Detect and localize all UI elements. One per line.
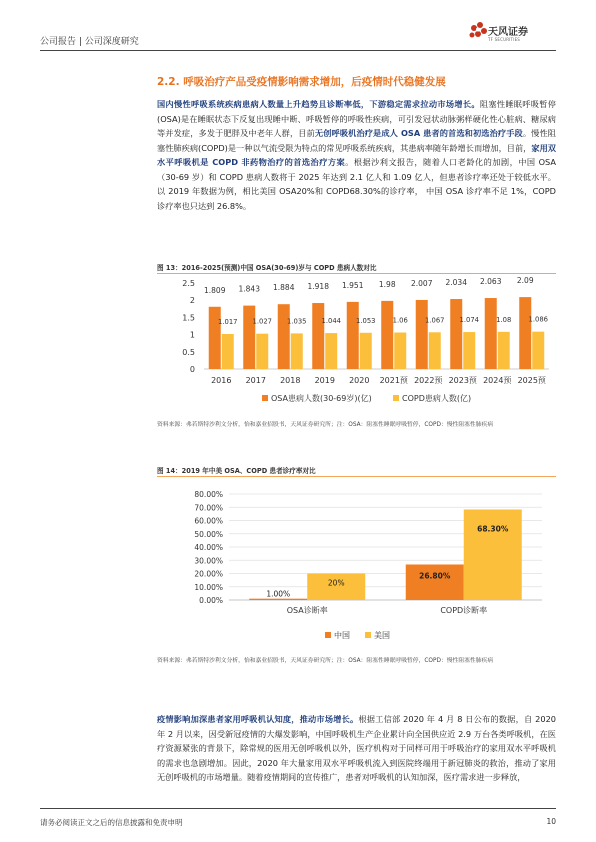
bar-copd xyxy=(222,334,234,369)
bar-osa xyxy=(485,298,497,369)
y-tick-label: 2 xyxy=(189,296,195,306)
legend-label: 美国 xyxy=(374,631,390,640)
legend-swatch xyxy=(365,632,371,638)
para1-lead: 国内慢性呼吸系统疾病患病人数量上升趋势且诊断率低，下游稳定需求拉动市场增长。 xyxy=(157,99,480,109)
x-tick-label: 2018 xyxy=(280,376,301,385)
bar-copd xyxy=(498,332,510,369)
logo-petal xyxy=(481,28,487,34)
data-label: 1.843 xyxy=(238,284,260,294)
bar-osa xyxy=(209,307,221,369)
data-label: 1.951 xyxy=(342,280,364,290)
brand-name: 天风证券 xyxy=(488,27,528,38)
y-tick-label: 40.00% xyxy=(194,543,223,552)
data-label: 1.053 xyxy=(356,316,376,325)
footer-divider xyxy=(40,808,556,809)
figure13-source: 资料来源：弗若斯特沙利文分析，怡和嘉业招股书，天风证券研究所；注：OSA：阻塞性睡眠呼吸暂停，COPD：慢性阻塞性肺疾病 xyxy=(157,422,494,428)
data-label: 1.035 xyxy=(287,317,307,326)
y-tick-label: 1.5 xyxy=(182,313,195,323)
bar-copd xyxy=(325,333,337,369)
legend-swatch xyxy=(393,395,399,401)
y-tick-label: 70.00% xyxy=(194,503,223,513)
para1-emphasis-osa: 无创呼吸机治疗是成人 OSA 患者的首选和初选治疗手段 xyxy=(314,128,523,138)
x-tick-label: OSA诊断率 xyxy=(286,606,328,615)
para1-text-1: 阻塞性睡眠呼吸暂停(OSA)是在睡眠状态下反复出现睡中断、呼吸暂停的呼吸性疾病，可引发冠状动脉粥样硬化性心脏病、糖尿病等并发症，多发于肥胖及中老年人群，目前 xyxy=(157,99,556,138)
bar-osa xyxy=(312,303,324,369)
data-label: 2.063 xyxy=(480,277,502,287)
data-label: 26.80% xyxy=(419,571,451,581)
data-label: 1.06 xyxy=(392,316,408,325)
bar-copd xyxy=(532,332,544,369)
bar-china xyxy=(406,564,464,600)
bar-copd xyxy=(291,333,303,369)
data-label: 20% xyxy=(327,578,345,588)
bar-copd xyxy=(360,333,372,369)
para2-text: 根据工信部 2020 年 4 月 8 日公布的数据，自 2020 年 2 月以来，因受新冠疫情的大爆发影响，中国呼吸机生产企业累计向全国供应近 2.9 万台各类呼吸机，在医疗资源紧张的背景下，除常规的医用无创呼吸机以外，医疗机构对于同样可用于呼吸治疗的家用双水平呼吸机的需求也急剧增加。因此，2020 年大量家用双水平呼吸机流入到医院终端用于新冠肺炎的救治，推动了家用无创呼吸机的市场增量。随着疫情期间的宣传推广，患者对呼吸机的认知加深，医疗需求进一步释放， xyxy=(157,714,556,782)
data-label: 1.086 xyxy=(528,315,548,324)
data-label: 1.00% xyxy=(266,589,291,599)
x-tick-label: 2024预 xyxy=(483,376,512,385)
data-label: 1.884 xyxy=(273,283,295,293)
figure14-title: 图 14：2019 年中美 OSA、COPD 患者诊疗率对比 xyxy=(157,467,316,475)
figure13-title: 图 13：2016-2025(预测)中国 OSA(30-69)岁与 COPD 患病人数对比 xyxy=(157,264,377,272)
x-tick-label: 2021预 xyxy=(379,376,408,385)
y-tick-label: 30.00% xyxy=(194,556,223,566)
x-tick-label: 2019 xyxy=(314,376,335,385)
bar-osa xyxy=(243,306,255,369)
data-label: 68.30% xyxy=(477,524,509,534)
bar-china xyxy=(249,599,307,600)
brand-sub: TF SECURITIES xyxy=(488,37,521,42)
legend-label: 中国 xyxy=(334,631,350,640)
para1-emphasis-copd: 家用双水平呼吸机是 COPD 非药物治疗的首选治疗方案 xyxy=(157,142,556,167)
paragraph-2 xyxy=(157,712,556,785)
data-label: 1.98 xyxy=(378,279,396,289)
paragraph-1 xyxy=(157,97,556,213)
footer-disclaimer: 请务必阅读正文之后的信息披露和免责申明 xyxy=(40,818,183,827)
bar-copd xyxy=(256,334,268,369)
y-tick-label: 60.00% xyxy=(194,516,223,526)
x-tick-label: COPD诊断率 xyxy=(440,606,488,615)
bar-osa xyxy=(278,304,290,369)
y-tick-label: 0.5 xyxy=(182,347,195,357)
bar-osa xyxy=(347,302,359,369)
bar-copd xyxy=(429,332,441,369)
header-divider xyxy=(40,50,556,51)
y-tick-label: 0.00% xyxy=(199,596,223,605)
data-label: 1.074 xyxy=(459,316,479,325)
bar-osa xyxy=(416,300,428,369)
legend-swatch xyxy=(262,395,268,401)
data-label: 1.918 xyxy=(307,282,329,292)
figure14-source: 资料来源：弗若斯特沙利文分析，怡和嘉业招股书，天风证券研究所；注：OSA：阻塞性睡眠呼吸暂停，COPD：慢性阻塞性肺疾病 xyxy=(157,658,494,664)
chart-diagnosis-rate xyxy=(157,482,556,648)
bar-copd xyxy=(463,332,475,369)
legend-label: OSA患病人数(30-69岁)(亿) xyxy=(271,394,372,403)
y-tick-label: 10.00% xyxy=(194,582,223,592)
figure14-divider xyxy=(157,476,556,477)
y-tick-label: 50.00% xyxy=(194,529,223,539)
logo-petal xyxy=(470,33,475,38)
x-tick-label: 2016 xyxy=(211,376,232,385)
data-label: 2.09 xyxy=(516,277,534,286)
legend-swatch xyxy=(325,632,331,638)
bar-copd xyxy=(394,333,406,369)
data-label: 2.007 xyxy=(411,278,433,288)
data-label: 1.08 xyxy=(496,315,512,324)
logo-petal xyxy=(475,31,481,37)
figure13-divider xyxy=(157,273,556,274)
y-tick-label: 1 xyxy=(189,330,195,340)
logo-petal xyxy=(477,22,483,28)
data-label: 1.027 xyxy=(252,317,272,326)
data-label: 1.044 xyxy=(321,317,341,326)
legend-label: COPD患病人数(亿) xyxy=(402,394,472,403)
x-tick-label: 2025预 xyxy=(517,376,546,385)
data-label: 2.034 xyxy=(445,278,467,288)
x-tick-label: 2017 xyxy=(245,376,266,385)
section-title: 2.2. 呼吸治疗产品受疫情影响需求增加，后疫情时代稳健发展 xyxy=(157,76,446,88)
x-tick-label: 2023预 xyxy=(448,376,477,385)
y-tick-label: 2.5 xyxy=(182,279,195,288)
para2-lead: 疫情影响加深患者家用呼吸机认知度，推动市场增长。 xyxy=(157,714,359,724)
report-header-label: 公司报告 | 公司深度研究 xyxy=(40,37,139,47)
y-tick-label: 20.00% xyxy=(194,569,223,579)
y-tick-label: 80.00% xyxy=(194,490,223,499)
x-tick-label: 2022预 xyxy=(414,376,443,385)
y-tick-label: 0 xyxy=(189,365,195,374)
data-label: 1.809 xyxy=(204,285,226,295)
bar-usa xyxy=(464,510,522,600)
x-tick-label: 2020 xyxy=(349,376,370,385)
bar-osa xyxy=(519,297,531,369)
para1-text-3: 。根据沙利文报告，随着人口老龄化的加剧，中国 OSA（30-69 岁）和 COPD 患病人数将于 2025 年达到 2.1 亿人和 1.09 亿人，但患者诊疗率还处于较低水平。以 2019 年数据为例，相比美国 OSA20%和 COPD68.30%的诊疗率， 中国 OSA 诊疗率不足 1%，COPD 诊疗率也只达到 26.8%。 xyxy=(157,157,557,211)
page-number: 10 xyxy=(546,817,556,826)
logo-center xyxy=(476,28,480,32)
bar-osa xyxy=(381,301,393,369)
bar-osa xyxy=(450,299,462,369)
chart-patient-count xyxy=(157,277,556,415)
data-label: 1.067 xyxy=(425,316,445,325)
para1-text-2: 。慢性阻塞性肺疾病(COPD)是一种以气流受限为特点的常见呼吸系统疾病，其患病率随年龄增长而增加，目前， xyxy=(157,128,556,153)
data-label: 1.017 xyxy=(218,318,238,327)
